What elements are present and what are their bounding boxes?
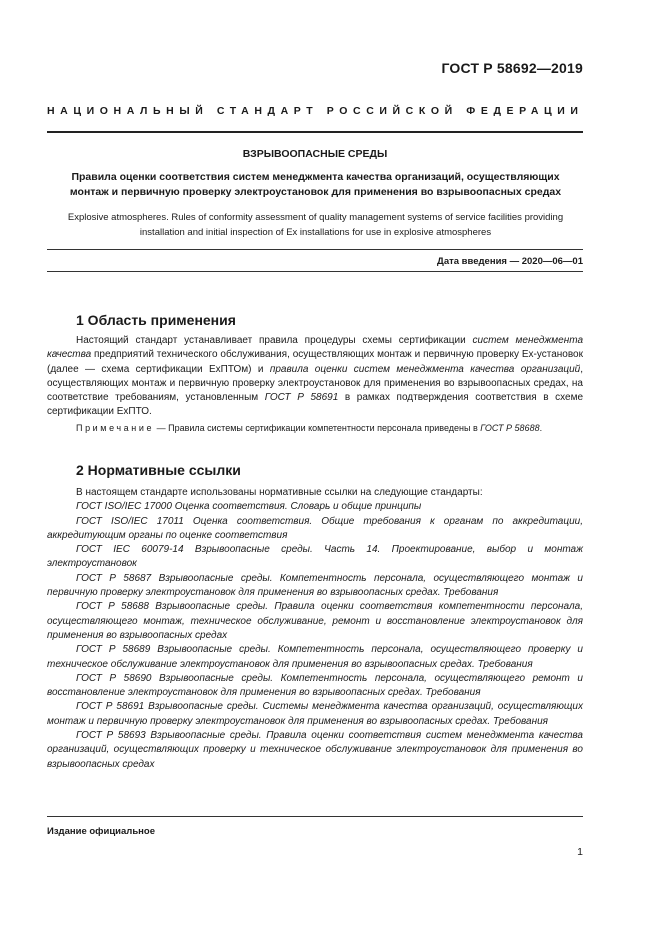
- reference-item: ГОСТ IEC 60079-14 Взрывоопасные среды. Часть 14. Проектирование, выбор и монтаж электроустановок: [47, 544, 583, 570]
- text-run: систем менеджмента качества: [47, 335, 583, 361]
- text-run: предприятий технического обслуживания, осуществляющих монтаж и первичную проверку Ех-установок (далее — схема сертификации ExПТОм) и: [47, 349, 583, 375]
- text-run: ГОСТ Р 58691: [264, 392, 339, 404]
- date-divider: [47, 271, 583, 272]
- national-standard-heading: НАЦИОНАЛЬНЫЙ СТАНДАРТ РОССИЙСКОЙ ФЕДЕРАЦИИ: [47, 105, 584, 117]
- reference-item: ГОСТ Р 58687 Взрывоопасные среды. Компетентность персонала, осуществляющего монтаж и первичную проверку электроустановок для применения во взрывоопасных средах. Требования: [47, 572, 583, 599]
- note-label: Примечание: [76, 423, 155, 433]
- document-number: ГОСТ Р 58692—2019: [441, 60, 583, 76]
- text-run: в рамках подтверждения соответствия в схеме сертификации ExПТО.: [47, 392, 584, 418]
- reference-item: ГОСТ Р 58689 Взрывоопасные среды. Компетентность персонала, осуществляющего проверку и техническое обслуживание электроустановок для применения во взрывоопасных средах. Требования: [47, 644, 583, 670]
- section-1-paragraph: [47, 334, 583, 420]
- text-run: Настоящий стандарт устанавливает правила процедуры схемы сертификации: [76, 335, 473, 346]
- reference-item: ГОСТ Р 58690 Взрывоопасные среды. Компетентность персонала, осуществляющего ремонт и восстановление электроустановок для применения во взрывоопасных средах. Требования: [47, 672, 583, 699]
- page-number: 1: [577, 846, 583, 858]
- normative-references: [47, 486, 583, 772]
- title-divider: [47, 249, 583, 250]
- section-2-heading: 2 Нормативные ссылки: [76, 462, 241, 478]
- note-reference: ГОСТ Р 58688: [480, 423, 540, 433]
- document-title: ВЗРЫВООПАСНЫЕ СРЕДЫ: [242, 148, 388, 160]
- introduction-date: Дата введения — 2020—06—01: [437, 256, 583, 267]
- references-intro: В настоящем стандарте использованы нормативные ссылки на следующие стандарты:: [76, 487, 483, 498]
- section-1-note: [47, 422, 583, 435]
- footer-divider: [47, 816, 583, 817]
- reference-item: ГОСТ ISO/IEC 17000 Оценка соответствия. Словарь и общие принципы: [76, 501, 422, 513]
- note-text: — Правила системы сертификации компетентности персонала приведены в: [154, 423, 481, 433]
- reference-item: ГОСТ Р 58688 Взрывоопасные среды. Правила оценки соответствия компетентности персонала, осуществляющего монтаж, техническое обслуживание, ремонт и восстановление электроустановок для применения во взрывоопасных средах: [47, 601, 583, 641]
- header-rule: [47, 131, 583, 133]
- section-1-heading: 1 Область применения: [76, 312, 236, 328]
- document-subtitle-en: Explosive atmospheres. Rules of conformity assessment of quality management systems of service facilities providing installation and initial inspection of Ex installations for use in explosive atmospheres: [67, 212, 564, 238]
- text-run: правила оценки систем менеджмента качества организаций: [269, 363, 581, 375]
- document-subtitle-ru: Правила оценки соответствия систем менеджмента качества организаций, осуществляющих монтаж и первичную проверку электроустановок для применения во взрывоопасных средах: [69, 171, 562, 198]
- official-edition-label: Издание официальное: [47, 826, 155, 837]
- text-run: , осуществляющих монтаж и первичную проверку электроустановок для применения во взрывоопасных средах, на соответствие требованиям, установленным: [47, 363, 584, 404]
- reference-item: ГОСТ ISO/IEC 17011 Оценка соответствия. Общие требования к органам по аккредитации, аккредитующим органы по оценке соответствия: [47, 515, 583, 541]
- note-end: .: [539, 423, 543, 433]
- reference-item: ГОСТ Р 58693 Взрывоопасные среды. Правила оценки соответствия систем менеджмента качества организаций, осуществляющих проверку и техническое обслуживание электроустановок для применения во взрывоопасных средах: [47, 730, 583, 770]
- reference-item: ГОСТ Р 58691 Взрывоопасные среды. Системы менеджмента качества организаций, осуществляющих монтаж и первичную проверку электроустановок для применения во взрывоопасных средах. Требования: [47, 701, 583, 727]
